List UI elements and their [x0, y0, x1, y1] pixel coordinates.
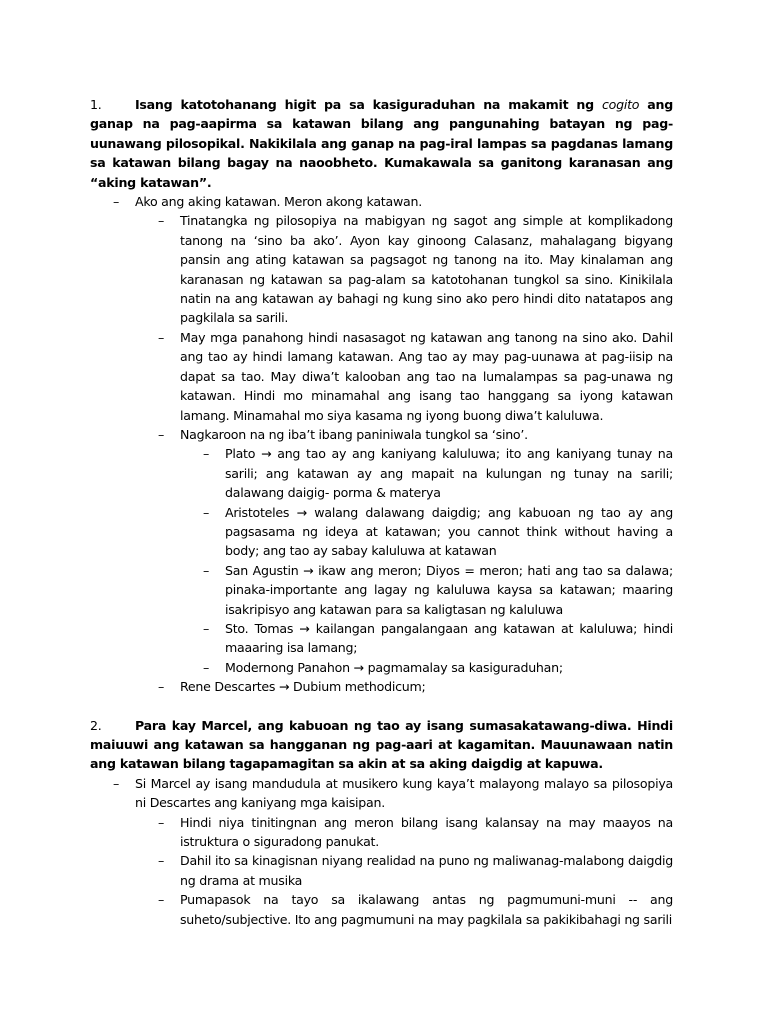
- document-page: [90, 95, 673, 929]
- list-item: – Si Marcel ay isang mandudula at musikero kung kaya’t malayong malayo sa pilosopiya ni Descartes ang kaniyang mga kaisipan.: [113, 775, 673, 811]
- section-1-heading-text: Isang katotohanang higit pa sa kasiguraduhan na makamit ng: [135, 97, 602, 112]
- list-item: – Aristoteles → walang dalawang daigdig; ang kabuoan ng tao ay ang pagsasama ng ideya at katawan; you cannot think without having a body; ang tao ay sabay kaluluwa at katawan: [203, 504, 673, 559]
- spacer: [90, 697, 673, 716]
- list-item: – San Agustin → ikaw ang meron; Diyos = meron; hati ang tao sa dalawa; pinaka-importante ang lagay ng kaluluwa kaysa sa katawan; maaring isakripisyo ang katawan para sa kaligtasan ng kaluluwa: [203, 562, 673, 617]
- section-1-sublist-end: [158, 677, 673, 696]
- list-item: – Dahil ito sa kinagisnan niyang realidad na puno ng maliwanag-malabong daigdig ng drama at musika: [158, 853, 673, 888]
- section-1-subsublist: [203, 444, 673, 677]
- section-2-list: [113, 774, 673, 813]
- list-item: – Hindi niya tinitingnan ang meron bilang isang kalansay na may maayos na istruktura o siguradong panukat.: [158, 814, 673, 850]
- list-item: – Tinatangka ng pilosopiya na mabigyan ng sagot ang simple at komplikadong tanong na ‘sino ba ako’. Ayon kay ginoong Calasanz, mahalagang bigyang pansin ang ating katawan sa pagsagot ng tanong na ito. May kinalaman ang karanasan ng katawan sa pag-alam sa katotohanan tungkol sa sino. Kinikilala natin na ang katawan ay bahagi ng kung sino ako pero hindi dito natatapos ang pagkilala sa sarili.: [158, 213, 673, 326]
- section-2-sublist: [158, 813, 673, 929]
- section-2-heading: [90, 716, 673, 774]
- section-1-heading-text-2: ang ganap na pag-aapirma sa katawan bilang ang pangunahing batayan ng pag-uunawang pilosopikal. Nakikilala ang ganap na pag-iral lampas sa pagdanas lamang sa katawan bilang bagay na naoobheto. Kumakawala sa ganitong karanasan ang “aking katawan”.: [90, 97, 673, 190]
- section-1-heading: [90, 95, 673, 192]
- section-2-heading-text: Para kay Marcel, ang kabuoan ng tao ay isang sumasakatawang-diwa. Hindi maiuuwi ang katawan sa hangganan ng pag-aari at kagamitan. Mauunawaan natin ang katawan bilang tagapamagitan sa akin at sa aking daigdig at kapuwa.: [90, 717, 673, 772]
- list-item: – Pumapasok na tayo sa ikalawang antas ng pagmumuni-muni -- ang suheto/subjective. Ito ang pagmumuni na may pagkilala sa pakikibahagi ng sarili: [158, 892, 673, 927]
- section-1-list: [113, 192, 673, 211]
- list-item: – May mga panahong hindi nasasagot ng katawan ang tanong na sino ako. Dahil ang tao ay hindi lamang katawan. Ang tao ay may pag-uunawa at pag-iisip na dapat sa tao. May diwa’t kalooban ang tao na lumalampas sa pag-unawa ng katawan. Hindi mo minamahal ang isang tao hanggang sa iyong katawan lamang. Minamahal mo siya kasama ng iyong buong diwa’t kaluluwa.: [158, 329, 673, 423]
- list-item: – Nagkaroon na ng iba’t ibang paniniwala tungkol sa ‘sino’.: [158, 426, 528, 442]
- list-item: – Ako ang aking katawan. Meron akong katawan.: [113, 194, 422, 210]
- list-item: – Modernong Panahon → pagmamalay sa kasiguraduhan;: [203, 659, 563, 675]
- section-2-number: 2.: [90, 717, 102, 733]
- section-1-number: 1.: [90, 97, 102, 112]
- section-1-sublist: [158, 211, 673, 444]
- list-item: – Rene Descartes → Dubium methodicum;: [158, 679, 426, 695]
- list-item: – Sto. Tomas → kailangan pangalangaan ang katawan at kaluluwa; hindi maaaring isa lamang;: [203, 620, 673, 656]
- section-1-heading-em: cogito: [601, 97, 640, 112]
- list-item: – Plato → ang tao ay ang kaniyang kaluluwa; ito ang kaniyang tunay na sarili; ang katawan ay ang mapait na kulungan ng tunay na sarili; dalawang daigig- porma & materya: [203, 446, 673, 501]
